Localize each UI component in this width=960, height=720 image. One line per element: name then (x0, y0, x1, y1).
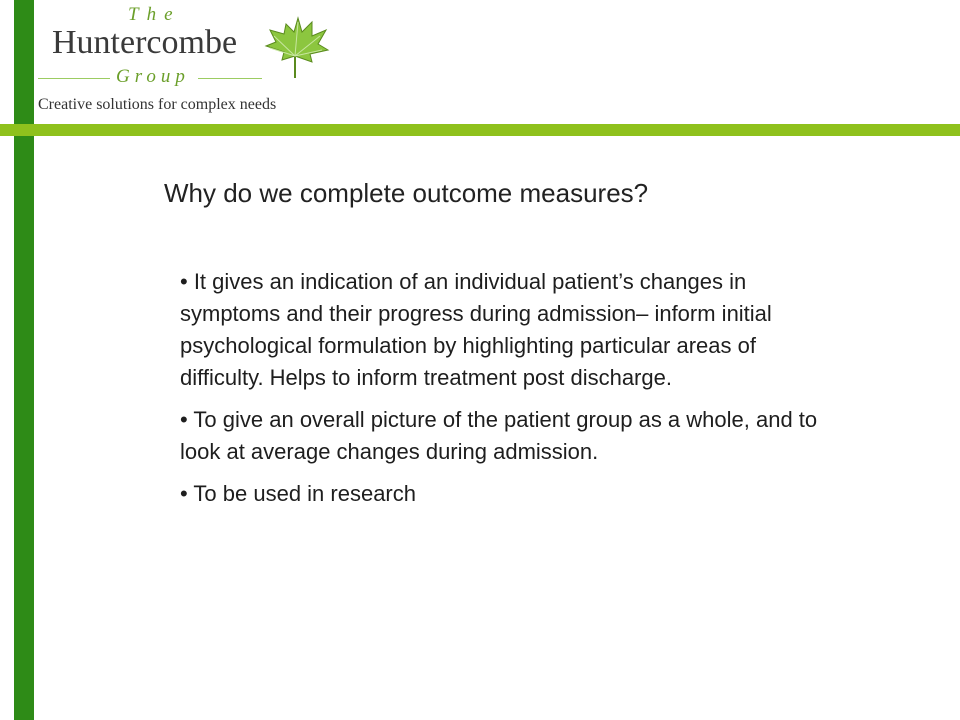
logo-left-rule (38, 78, 110, 79)
slide-title: Why do we complete outcome measures? (164, 178, 649, 208)
header-divider-stripe (0, 124, 960, 136)
left-accent-bar (14, 0, 34, 720)
maple-leaf-icon (258, 16, 332, 82)
logo-the-text: The (128, 4, 181, 25)
bullet-item: • To be used in research (180, 481, 416, 506)
logo-group-text: Group (116, 66, 190, 87)
logo-tagline: Creative solutions for complex needs (38, 96, 277, 113)
logo-name-text: Huntercombe (52, 24, 238, 61)
bullet-item: • It gives an indication of an individual patient’s changes in symptoms and their progress during admission– inform initial psychological formulation by highlighting particular areas of difficulty. Helps to inform treatment post discharge. (180, 269, 772, 390)
bullet-item: • To give an overall picture of the patient group as a whole, and to look at average changes during admission. (180, 407, 818, 464)
bullet-list (180, 266, 820, 520)
huntercombe-logo (36, 0, 336, 122)
logo-right-rule (198, 78, 262, 79)
